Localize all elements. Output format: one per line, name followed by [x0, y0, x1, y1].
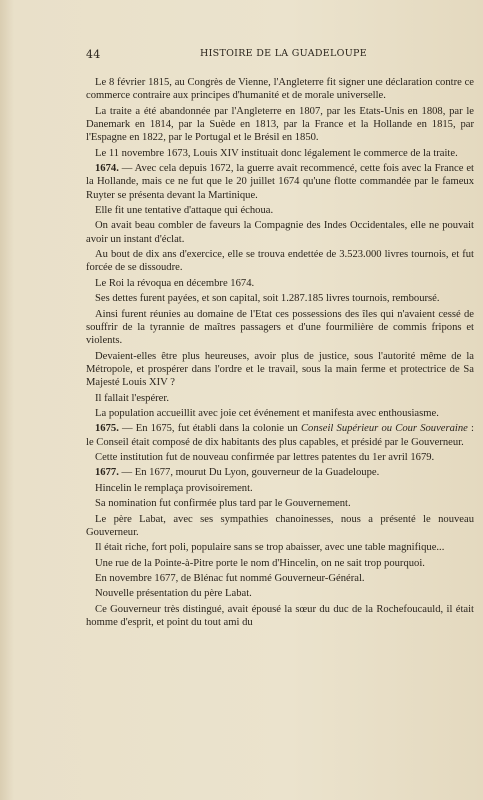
paragraph: La population accueillit avec joie cet événement et manifesta avec enthousiasme. — [95, 407, 439, 419]
paragraph: Nouvelle présentation du père Labat. — [95, 588, 252, 600]
paragraph: La traite a été abandonnée par l'Angleterre en 1807, par les Etats-Unis en 1808, par le Danemark en 1814, par la Suède en 1813, par la France et la Hollande en 1815, par l'Espagne en 1822, par le Portugal et le Brésil en 1850. — [86, 105, 474, 144]
paragraph: Il était riche, fort poli, populaire sans se trop abaisser, avec une table magnifique... — [95, 542, 445, 554]
paragraph: Le 11 novembre 1673, Louis XIV instituait donc légalement le commerce de la traite. — [95, 147, 458, 159]
paragraph: Hincelin le remplaça provisoirement. — [95, 482, 253, 494]
paragraph: Elle fit une tentative d'attaque qui échoua. — [95, 205, 274, 217]
paragraph: On avait beau combler de faveurs la Compagnie des Indes Occidentales, elle ne pouvait avoir un instant d'éclat. — [86, 220, 474, 245]
paragraph: Le 8 février 1815, au Congrès de Vienne, l'Angleterre fit signer une déclaration contre ce commerce contraire aux principes d'humanité et de morale universelle. — [86, 77, 474, 102]
paragraph: Au bout de dix ans d'exercice, elle se trouva endettée de 3.523.000 livres tournois, et fut forcée de se dissoudre. — [86, 249, 474, 274]
page-number: 44 — [86, 48, 101, 61]
paragraph: Le père Labat, avec ses sympathies chanoinesses, nous a présenté le nouveau Gouverneur. — [86, 513, 474, 538]
paragraph: 1677. — En 1677, mourut Du Lyon, gouverneur de la Guadeloupe. — [95, 467, 380, 479]
paragraph: Ce Gouverneur très distingué, avait épousé la sœur du duc de la Rochefoucauld, il était homme d'esprit, et point du tout ami du — [86, 603, 474, 629]
paragraph: Sa nomination fut confirmée plus tard par le Gouvernement. — [95, 498, 351, 510]
running-title: HISTOIRE DE LA GUADELOUPE — [200, 48, 367, 59]
paragraph: En novembre 1677, de Blénac fut nommé Gouverneur-Général. — [95, 573, 365, 585]
paragraph: Ainsi furent réunies au domaine de l'Etat ces possessions des îles qui n'avaient cessé de souffrir de la tyrannie de maîtres passagers et d'une fourmilière de commis fripons et violents. — [86, 308, 474, 347]
paragraph: Ses dettes furent payées, et son capital, soit 1.287.185 livres tournois, remboursé. — [95, 293, 440, 305]
page-body — [86, 76, 474, 632]
paragraph: Il fallait l'espérer. — [95, 392, 169, 404]
year-heading: 1674. — [95, 163, 119, 175]
paragraph: Cette institution fut de nouveau confirmée par lettres patentes du 1er avril 1679. — [95, 452, 435, 464]
year-heading: 1675. — [95, 423, 119, 435]
paragraph: 1675. — En 1675, fut établi dans la colonie un Conseil Supérieur ou Cour Souveraine : le Conseil était composé de dix habitants des plus capables, et présidé par le Gouverneur. — [86, 423, 474, 448]
italic-term: Conseil Supérieur ou Cour Souveraine — [300, 423, 468, 435]
paragraph: Une rue de la Pointe-à-Pitre porte le nom d'Hincelin, on ne sait trop pourquoi. — [95, 557, 425, 569]
paragraph: Le Roi la révoqua en décembre 1674. — [95, 277, 255, 289]
paragraph: Devaient-elles être plus heureuses, avoir plus de justice, sous l'autorité même de la Métropole, et prospérer dans l'ordre et le travail, sous la main ferme et protectrice de Sa Majesté Louis XIV ? — [86, 350, 474, 389]
year-heading: 1677. — [95, 467, 119, 479]
paragraph: 1674. — Avec cela depuis 1672, la guerre avait recommencé, cette fois avec la France et la Hollande, mais ce ne fut que le 20 juillet 1674 qu'une flotte commandée par le fameux Ruyter se présenta devant la Martinique. — [86, 163, 474, 201]
